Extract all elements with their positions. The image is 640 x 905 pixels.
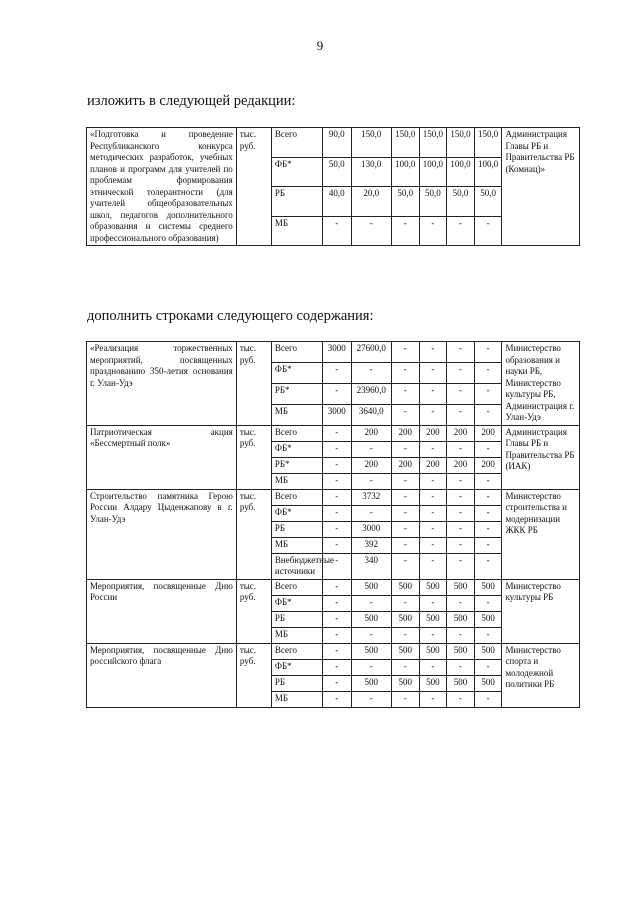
value-cell: 3000 — [322, 342, 351, 363]
value-cell: - — [351, 441, 391, 457]
value-cell: 90,0 — [322, 128, 351, 158]
value-cell: - — [351, 216, 391, 246]
value-cell: 100,0 — [391, 157, 419, 187]
value-cell: 150,0 — [391, 128, 419, 158]
source-label: РБ* — [271, 457, 322, 473]
value-cell: 500 — [351, 643, 391, 659]
value-cell: - — [447, 441, 475, 457]
value-cell: - — [322, 473, 351, 489]
source-label: ФБ* — [271, 362, 322, 383]
source-label: ФБ* — [271, 595, 322, 611]
source-label: Всего — [271, 489, 322, 505]
measure-name: «Реализация торжественных мероприятий, посвященных празднованию 350-летия основания г. Улан-Удэ — [87, 342, 237, 426]
value-cell: 20,0 — [351, 187, 391, 217]
value-cell: 50,0 — [419, 187, 447, 217]
unit-cell: тыс. руб. — [236, 425, 271, 489]
value-cell: - — [351, 473, 391, 489]
value-cell: 150,0 — [351, 128, 391, 158]
value-cell: - — [474, 553, 502, 579]
value-cell: 500 — [447, 579, 475, 595]
value-cell: 500 — [351, 611, 391, 627]
table-row — [87, 489, 580, 505]
source-label: МБ — [271, 473, 322, 489]
value-cell: 40,0 — [322, 187, 351, 217]
value-cell: - — [419, 441, 447, 457]
value-cell: 50,0 — [391, 187, 419, 217]
source-label: МБ — [271, 537, 322, 553]
value-cell: - — [322, 537, 351, 553]
value-cell: - — [447, 383, 475, 404]
value-cell: - — [322, 643, 351, 659]
value-cell: - — [447, 216, 475, 246]
value-cell: 200 — [391, 425, 419, 441]
source-label: Всего — [271, 342, 322, 363]
value-cell: - — [474, 595, 502, 611]
value-cell: 500 — [351, 579, 391, 595]
value-cell: - — [322, 627, 351, 643]
value-cell: - — [447, 553, 475, 579]
value-cell: - — [474, 441, 502, 457]
value-cell: - — [474, 691, 502, 707]
value-cell: 200 — [447, 425, 475, 441]
value-cell: - — [322, 216, 351, 246]
source-label: ФБ* — [271, 157, 322, 187]
value-cell: - — [351, 659, 391, 675]
value-cell: - — [419, 537, 447, 553]
value-cell: 500 — [391, 579, 419, 595]
value-cell: - — [391, 216, 419, 246]
value-cell: 200 — [351, 425, 391, 441]
value-cell: 150,0 — [474, 128, 502, 158]
unit-cell: тыс. руб. — [236, 489, 271, 579]
executor-cell: Министерство спорта и молодежной политики РБ — [502, 643, 580, 707]
table-row — [87, 579, 580, 595]
value-cell: - — [322, 595, 351, 611]
value-cell: - — [351, 505, 391, 521]
executor-cell: Министерство образования и науки РБ, Министерство культуры РБ, Администрация г. Улан-Удэ — [502, 342, 580, 426]
value-cell: - — [474, 342, 502, 363]
value-cell: - — [322, 675, 351, 691]
value-cell: 500 — [391, 675, 419, 691]
value-cell: 50,0 — [447, 187, 475, 217]
source-label: МБ — [271, 216, 322, 246]
source-label: Всего — [271, 643, 322, 659]
value-cell: 500 — [474, 675, 502, 691]
value-cell: - — [447, 595, 475, 611]
value-cell: 500 — [419, 579, 447, 595]
value-cell: 340 — [351, 553, 391, 579]
value-cell: - — [351, 362, 391, 383]
value-cell: 500 — [447, 675, 475, 691]
value-cell: - — [419, 383, 447, 404]
executor-cell: Министерство культуры РБ — [502, 579, 580, 643]
value-cell: - — [419, 691, 447, 707]
value-cell: - — [474, 627, 502, 643]
value-cell: - — [322, 521, 351, 537]
source-label: Всего — [271, 128, 322, 158]
value-cell: - — [322, 441, 351, 457]
value-cell: 27600,0 — [351, 342, 391, 363]
value-cell: - — [419, 362, 447, 383]
value-cell: - — [447, 505, 475, 521]
value-cell: 100,0 — [419, 157, 447, 187]
value-cell: - — [391, 537, 419, 553]
measure-name: Строительство памятника Герою России Алдару Цыденжапову в г. Улан-Удэ — [87, 489, 237, 579]
value-cell: - — [447, 627, 475, 643]
value-cell: - — [391, 553, 419, 579]
value-cell: - — [447, 489, 475, 505]
value-cell: 500 — [419, 675, 447, 691]
source-label: РБ — [271, 675, 322, 691]
unit-cell: тыс. руб. — [236, 643, 271, 707]
value-cell: 500 — [351, 675, 391, 691]
value-cell: 200 — [391, 457, 419, 473]
value-cell: - — [322, 383, 351, 404]
value-cell: - — [322, 659, 351, 675]
value-cell: - — [419, 627, 447, 643]
value-cell: - — [391, 691, 419, 707]
value-cell: - — [391, 627, 419, 643]
value-cell: 392 — [351, 537, 391, 553]
source-label: ФБ* — [271, 505, 322, 521]
source-label: РБ — [271, 187, 322, 217]
executor-cell: Администрация Главы РБ и Правительства РБ (Комнац)» — [502, 128, 580, 246]
value-cell: - — [351, 595, 391, 611]
source-label: Внебюджетные источники — [271, 553, 322, 579]
value-cell: - — [447, 521, 475, 537]
value-cell: 100,0 — [474, 157, 502, 187]
value-cell: 500 — [391, 643, 419, 659]
table-row — [87, 425, 580, 441]
value-cell: 3000 — [322, 404, 351, 425]
value-cell: 3000 — [351, 521, 391, 537]
measure-name: Мероприятия, посвященные Дню российского флага — [87, 643, 237, 707]
value-cell: - — [474, 505, 502, 521]
value-cell: - — [391, 595, 419, 611]
value-cell: - — [419, 216, 447, 246]
value-cell: - — [322, 425, 351, 441]
value-cell: - — [419, 404, 447, 425]
value-cell: - — [391, 441, 419, 457]
value-cell: - — [391, 505, 419, 521]
heading-add: дополнить строками следующего содержания: — [87, 308, 374, 324]
value-cell: 50,0 — [474, 187, 502, 217]
value-cell: - — [322, 691, 351, 707]
value-cell: - — [447, 537, 475, 553]
value-cell: 200 — [447, 457, 475, 473]
value-cell: 200 — [474, 425, 502, 441]
value-cell: - — [419, 553, 447, 579]
value-cell: 500 — [474, 643, 502, 659]
table-row — [87, 128, 580, 158]
value-cell: - — [474, 383, 502, 404]
table1-body — [87, 128, 580, 246]
value-cell: 500 — [419, 643, 447, 659]
value-cell: 500 — [391, 611, 419, 627]
value-cell: - — [419, 505, 447, 521]
value-cell: 500 — [419, 611, 447, 627]
value-cell: 150,0 — [447, 128, 475, 158]
value-cell: - — [447, 362, 475, 383]
table2-body — [87, 342, 580, 708]
table-row — [87, 342, 580, 363]
value-cell: 200 — [419, 425, 447, 441]
source-label: МБ — [271, 627, 322, 643]
value-cell: - — [322, 611, 351, 627]
value-cell: - — [447, 342, 475, 363]
measure-name: Патриотическая акция «Бессмертный полк» — [87, 425, 237, 489]
source-label: РБ* — [271, 383, 322, 404]
value-cell: 200 — [351, 457, 391, 473]
value-cell: - — [474, 404, 502, 425]
executor-cell: Администрация Главы РБ и Правительства РБ (ИАК) — [502, 425, 580, 489]
value-cell: - — [322, 505, 351, 521]
value-cell: - — [419, 595, 447, 611]
value-cell: 500 — [447, 643, 475, 659]
value-cell: - — [474, 489, 502, 505]
source-label: МБ — [271, 691, 322, 707]
unit-cell: тыс. руб. — [236, 579, 271, 643]
value-cell: - — [474, 473, 502, 489]
value-cell: 200 — [419, 457, 447, 473]
value-cell: - — [419, 659, 447, 675]
value-cell: - — [474, 537, 502, 553]
value-cell: - — [474, 362, 502, 383]
value-cell: 23960,0 — [351, 383, 391, 404]
source-label: Всего — [271, 425, 322, 441]
value-cell: - — [474, 521, 502, 537]
value-cell: - — [391, 489, 419, 505]
source-label: ФБ* — [271, 441, 322, 457]
value-cell: - — [351, 627, 391, 643]
value-cell: 50,0 — [322, 157, 351, 187]
value-cell: 130,0 — [351, 157, 391, 187]
value-cell: - — [322, 579, 351, 595]
value-cell: - — [447, 691, 475, 707]
value-cell: - — [419, 473, 447, 489]
value-cell: - — [391, 659, 419, 675]
value-cell: 200 — [474, 457, 502, 473]
measure-name: «Подготовка и проведение Республиканского конкурса методических разработок, учебных планов и программ для учителей по проблемам формирования этнической толерантности (для учителей общеобразовательных школ, педагогов дополнительного образования и системы среднего профессионального образования) — [87, 128, 237, 246]
source-label: МБ — [271, 404, 322, 425]
value-cell: - — [391, 383, 419, 404]
value-cell: 500 — [474, 579, 502, 595]
value-cell: 150,0 — [419, 128, 447, 158]
value-cell: - — [322, 489, 351, 505]
table-added — [86, 341, 580, 708]
measure-name: Мероприятия, посвященные Дню России — [87, 579, 237, 643]
value-cell: 500 — [447, 611, 475, 627]
value-cell: - — [391, 342, 419, 363]
value-cell: - — [391, 473, 419, 489]
page-number: 9 — [316, 38, 324, 53]
value-cell: 100,0 — [447, 157, 475, 187]
value-cell: 500 — [474, 611, 502, 627]
value-cell: - — [419, 342, 447, 363]
value-cell: 3732 — [351, 489, 391, 505]
value-cell: - — [391, 404, 419, 425]
heading-edit: изложить в следующей редакции: — [87, 93, 296, 109]
executor-cell: Министерство строительства и модернизации ЖКК РБ — [502, 489, 580, 579]
unit-cell: тыс. руб. — [236, 342, 271, 426]
unit-cell: тыс. руб. — [236, 128, 271, 246]
value-cell: - — [447, 659, 475, 675]
source-label: РБ — [271, 521, 322, 537]
value-cell: - — [391, 521, 419, 537]
value-cell: - — [474, 659, 502, 675]
value-cell: - — [419, 489, 447, 505]
value-cell: - — [419, 521, 447, 537]
value-cell: - — [322, 553, 351, 579]
source-label: ФБ* — [271, 659, 322, 675]
value-cell: - — [391, 362, 419, 383]
table-row — [87, 643, 580, 659]
source-label: РБ — [271, 611, 322, 627]
value-cell: - — [447, 404, 475, 425]
value-cell: - — [351, 691, 391, 707]
value-cell: 3640,0 — [351, 404, 391, 425]
value-cell: - — [447, 473, 475, 489]
value-cell: - — [322, 362, 351, 383]
table-edited — [86, 127, 580, 246]
value-cell: - — [322, 457, 351, 473]
source-label: Всего — [271, 579, 322, 595]
value-cell: - — [474, 216, 502, 246]
